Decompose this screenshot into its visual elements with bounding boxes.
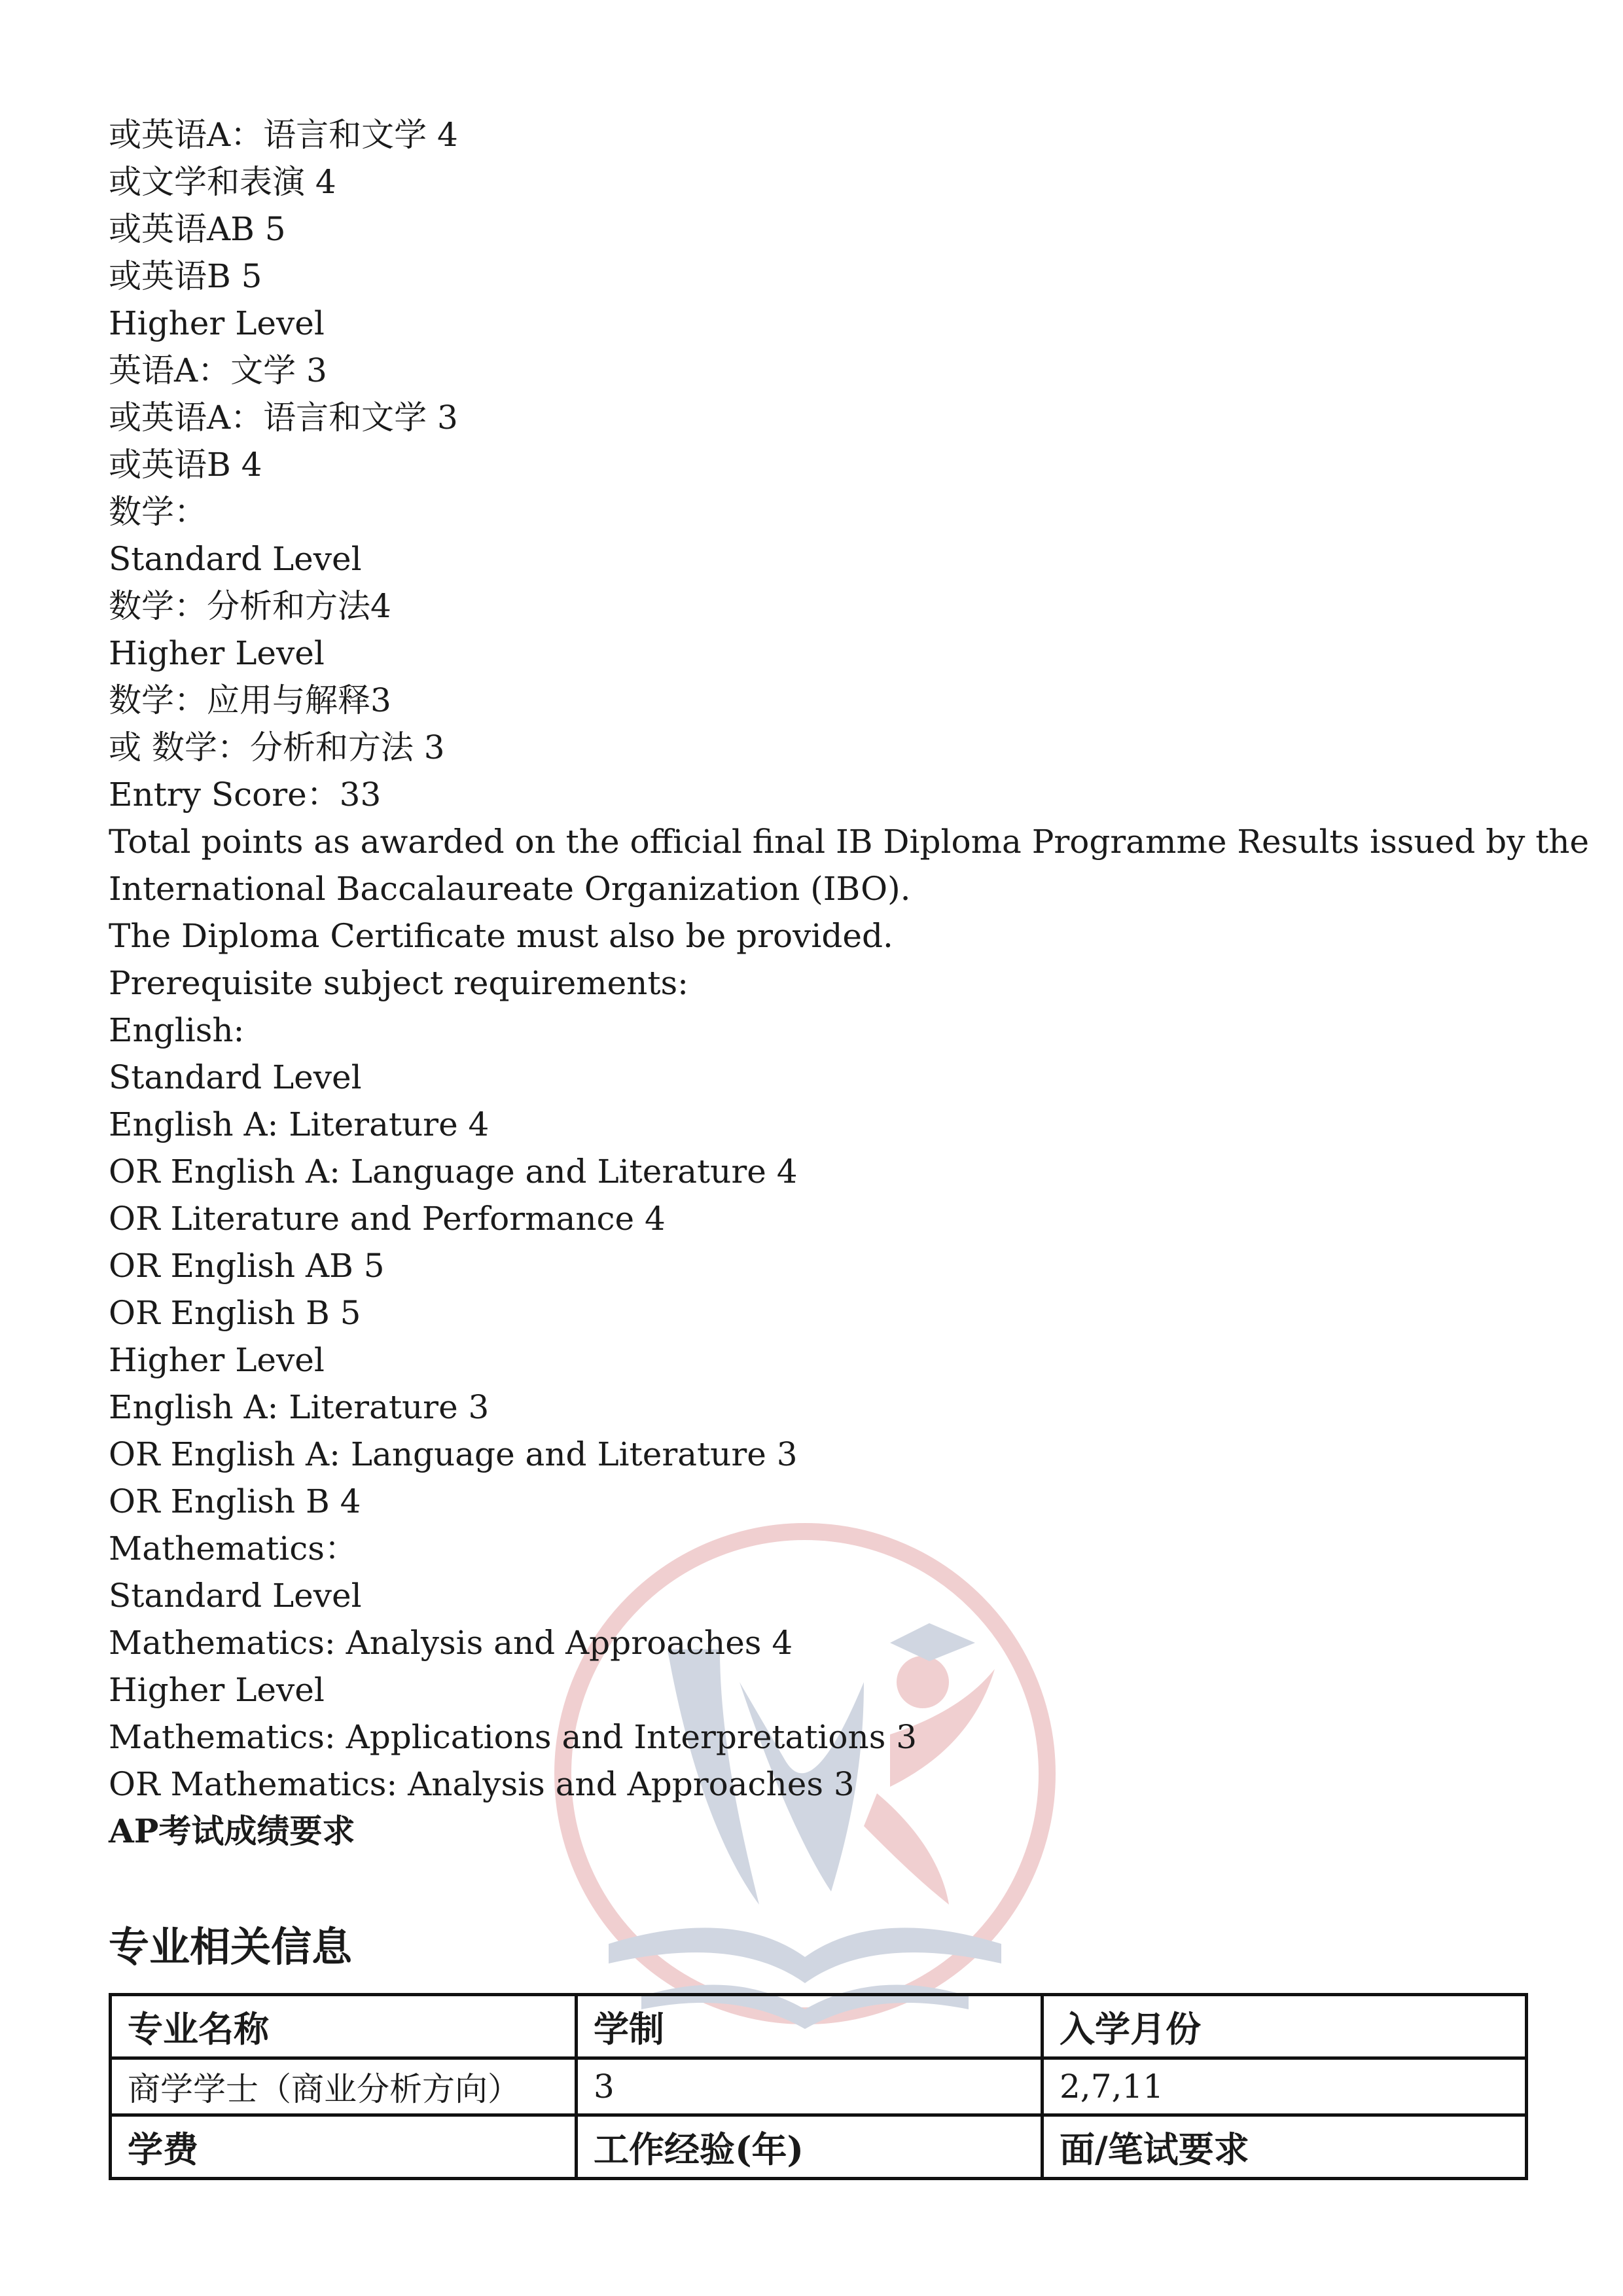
text-line: English: bbox=[109, 1011, 245, 1049]
text-line: The Diploma Certificate must also be provided. bbox=[109, 917, 893, 955]
text-line: OR English A: Language and Literature 3 bbox=[109, 1435, 798, 1473]
text-line: OR English AB 5 bbox=[109, 1247, 385, 1285]
table-cell: 2,7,11 bbox=[1043, 2058, 1527, 2115]
text-line: Standard Level bbox=[109, 1577, 362, 1615]
text-line: Higher Level bbox=[109, 1341, 325, 1379]
text-line: 或文学和表演 4 bbox=[109, 163, 336, 201]
text-line: 数学：应用与解释3 bbox=[109, 681, 391, 719]
table-cell: 商学学士（商业分析方向） bbox=[111, 2058, 577, 2115]
text-line: OR English A: Language and Literature 4 bbox=[109, 1153, 798, 1191]
table-header-cell: 学费 bbox=[111, 2115, 577, 2179]
text-line: 数学：分析和方法4 bbox=[109, 587, 391, 625]
table-header-cell: 学制 bbox=[577, 1995, 1043, 2058]
text-line: English A: Literature 4 bbox=[109, 1105, 490, 1143]
text-line: 英语A：文学 3 bbox=[109, 351, 327, 389]
text-line: Mathematics: Analysis and Approaches 4 bbox=[109, 1624, 793, 1662]
text-line: Standard Level bbox=[109, 540, 362, 578]
text-line: 或 数学：分析和方法 3 bbox=[109, 728, 445, 766]
table-row bbox=[111, 1995, 1527, 2058]
text-line: 或英语AB 5 bbox=[109, 210, 286, 248]
text-line: 数学： bbox=[109, 493, 207, 531]
table-header-cell: 专业名称 bbox=[111, 1995, 577, 2058]
text-line: OR English B 4 bbox=[109, 1482, 361, 1520]
text-line: OR Mathematics: Analysis and Approaches 3 bbox=[109, 1765, 855, 1803]
text-line: Prerequisite subject requirements: bbox=[109, 964, 688, 1002]
text-line: 或英语B 5 bbox=[109, 257, 262, 295]
table-header-cell: 面/笔试要求 bbox=[1043, 2115, 1527, 2179]
text-line: Higher Level bbox=[109, 634, 325, 672]
text-line: English A: Literature 3 bbox=[109, 1388, 490, 1426]
text-line: Entry Score：33 bbox=[109, 776, 382, 814]
requirements-text-block bbox=[109, 111, 1590, 1855]
text-line: 或英语B 4 bbox=[109, 446, 262, 484]
ap-requirements-heading: AP考试成绩要求 bbox=[109, 1812, 355, 1850]
text-line: OR Literature and Performance 4 bbox=[109, 1200, 666, 1238]
text-line: Higher Level bbox=[109, 304, 325, 342]
text-line: Total points as awarded on the official final IB Diploma Programme Results issued by the bbox=[109, 823, 1590, 861]
section-title: 专业相关信息 bbox=[109, 1923, 353, 1971]
text-line: OR English B 5 bbox=[109, 1294, 361, 1332]
text-line: International Baccalaureate Organization (IBO). bbox=[109, 870, 911, 908]
text-line: 或英语A：语言和文学 4 bbox=[109, 116, 458, 154]
text-line: Mathematics: Applications and Interpretations 3 bbox=[109, 1718, 918, 1756]
table-header-cell: 工作经验(年) bbox=[577, 2115, 1043, 2179]
program-info-table bbox=[109, 1993, 1528, 2180]
text-line: 或英语A：语言和文学 3 bbox=[109, 399, 458, 437]
table-header-cell: 入学月份 bbox=[1043, 1995, 1527, 2058]
table-cell: 3 bbox=[577, 2058, 1043, 2115]
table-row bbox=[111, 2115, 1527, 2179]
text-line: Mathematics： bbox=[109, 1530, 357, 1568]
text-line: Higher Level bbox=[109, 1671, 325, 1709]
text-line: Standard Level bbox=[109, 1058, 362, 1096]
table-row bbox=[111, 2058, 1527, 2115]
